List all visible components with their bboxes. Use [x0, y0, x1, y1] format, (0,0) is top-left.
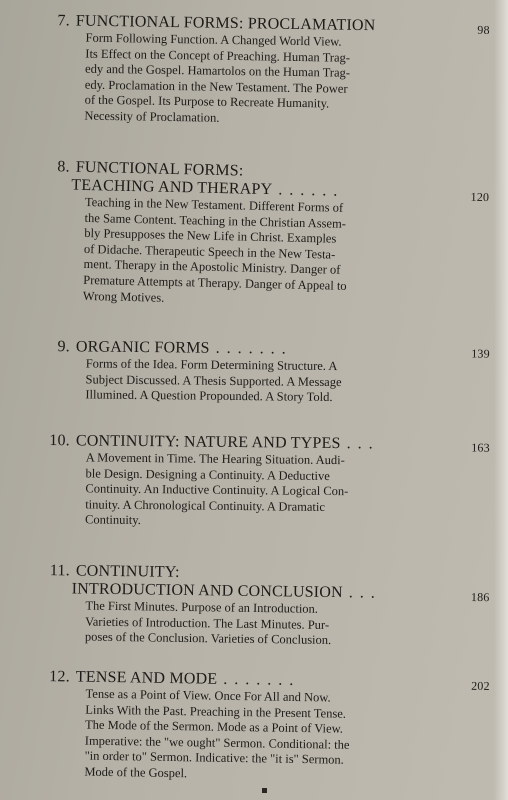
chapter-subtitle: TEACHING AND THERAPY: [71, 176, 273, 199]
description-line: Illumined. A Question Propounded. A Story Told.: [85, 387, 333, 405]
leader-dots: ...: [346, 435, 380, 453]
page-number: 139: [471, 346, 490, 361]
chapter-number: 12.: [49, 668, 70, 686]
chapter-title: CONTINUITY:: [75, 562, 180, 581]
footer-mark: [262, 788, 267, 793]
chapter-title: FUNCTIONAL FORMS:: [75, 158, 244, 180]
description-line: bly Presupposes the New Life in Christ. Examples: [84, 226, 337, 246]
chapter-title: TENSE AND MODE: [75, 668, 218, 688]
toc-entry: [41, 158, 490, 313]
chapter-description: [85, 599, 490, 651]
leader-dots: ......: [278, 181, 345, 200]
description-line: of the Gospel. Its Purpose to Recreate Humanity.: [84, 93, 330, 111]
description-line: The Mode of the Sermon. Mode as a Point of View.: [85, 717, 344, 736]
chapter-number: 9.: [57, 338, 70, 356]
description-line: Continuity. An Inductive Continuity. A Logical Con-: [85, 481, 349, 499]
page-number: 120: [470, 189, 490, 205]
description-line: A Movement in Time. The Hearing Situation. Audi-: [85, 450, 345, 468]
chapter-description: [84, 31, 489, 131]
chapter-number: 7.: [57, 12, 70, 30]
toc-entry: [43, 562, 490, 651]
toc-entry: [42, 12, 490, 131]
chapter-number: 10.: [49, 432, 70, 450]
description-line: Its Effect on the Concept of Preaching. Human Trag-: [85, 46, 351, 65]
chapter-title: ORGANIC FORMS: [75, 338, 210, 357]
description-line: the Same Content. Teaching in the Christian Assem-: [84, 210, 347, 231]
chapter-description: [83, 195, 489, 313]
description-line: Continuity.: [85, 512, 141, 528]
leader-dots: .......: [215, 339, 293, 358]
description-line: ment. Therapy in the Apostolic Ministry. Danger of: [83, 257, 341, 278]
chapter-number: 11.: [49, 562, 70, 580]
description-line: "in order to" Sermon. Indicative: the "it is" Sermon.: [84, 749, 344, 768]
description-line: edy and the Gospel. Hamartolos on the Human Trag-: [85, 61, 351, 81]
chapter-number: 8.: [57, 158, 70, 176]
description-line: Subject Discussed. A Thesis Supported. A Message: [85, 372, 342, 389]
description-line: Forms of the Idea. Form Determining Structure. A: [85, 356, 338, 374]
description-line: Links With the Past. Preaching in the Present Tense.: [85, 702, 347, 721]
description-line: Premature Attempts at Therapy. Danger of Appeal to: [83, 272, 347, 293]
chapter-title: CONTINUITY: NATURE AND TYPES: [75, 432, 341, 453]
description-line: The First Minutes. Purpose of an Introduction.: [85, 598, 319, 616]
chapter-description: [84, 687, 489, 787]
leader-dots: .......: [223, 670, 301, 690]
toc-entry: [42, 668, 490, 787]
description-line: Tense as a Point of View. Once For All and Now.: [85, 686, 331, 705]
page-number: 202: [471, 678, 490, 694]
description-line: Form Following Function. A Changed World View.: [85, 30, 342, 49]
chapter-subtitle: INTRODUCTION AND CONCLUSION: [71, 580, 343, 602]
description-line: tinuity. A Chronological Continuity. A Dramatic: [85, 497, 325, 514]
toc-entry: [43, 432, 490, 533]
chapter-description: [85, 356, 489, 407]
page-number: 163: [471, 440, 490, 455]
chapter-description: [85, 450, 490, 532]
chapter-title: FUNCTIONAL FORMS: PROCLAMATION: [75, 12, 376, 35]
description-line: Imperative: the "we ought" Sermon. Conditional: the: [84, 733, 350, 752]
page-edge: [494, 0, 508, 800]
description-line: Teaching in the New Testament. Different Forms of: [84, 194, 344, 215]
description-line: Necessity of Proclamation.: [84, 108, 220, 125]
page-number: 98: [477, 22, 490, 38]
description-line: Varieties of Introduction. The Last Minutes. Pur-: [85, 614, 330, 632]
description-line: ble Design. Designing a Continuity. A Deductive: [85, 466, 330, 483]
description-line: Mode of the Gospel.: [84, 764, 188, 781]
description-line: of Didache. Therapeutic Speech in the New Testa-: [83, 241, 336, 262]
toc-entry: [43, 338, 490, 407]
description-line: Wrong Motives.: [82, 288, 165, 305]
leader-dots: ...: [348, 584, 382, 602]
description-line: poses of the Conclusion. Varieties of Conclusion.: [84, 629, 332, 648]
description-line: edy. Proclamation in the New Testament. The Power: [84, 77, 348, 96]
page-number: 186: [470, 589, 490, 605]
